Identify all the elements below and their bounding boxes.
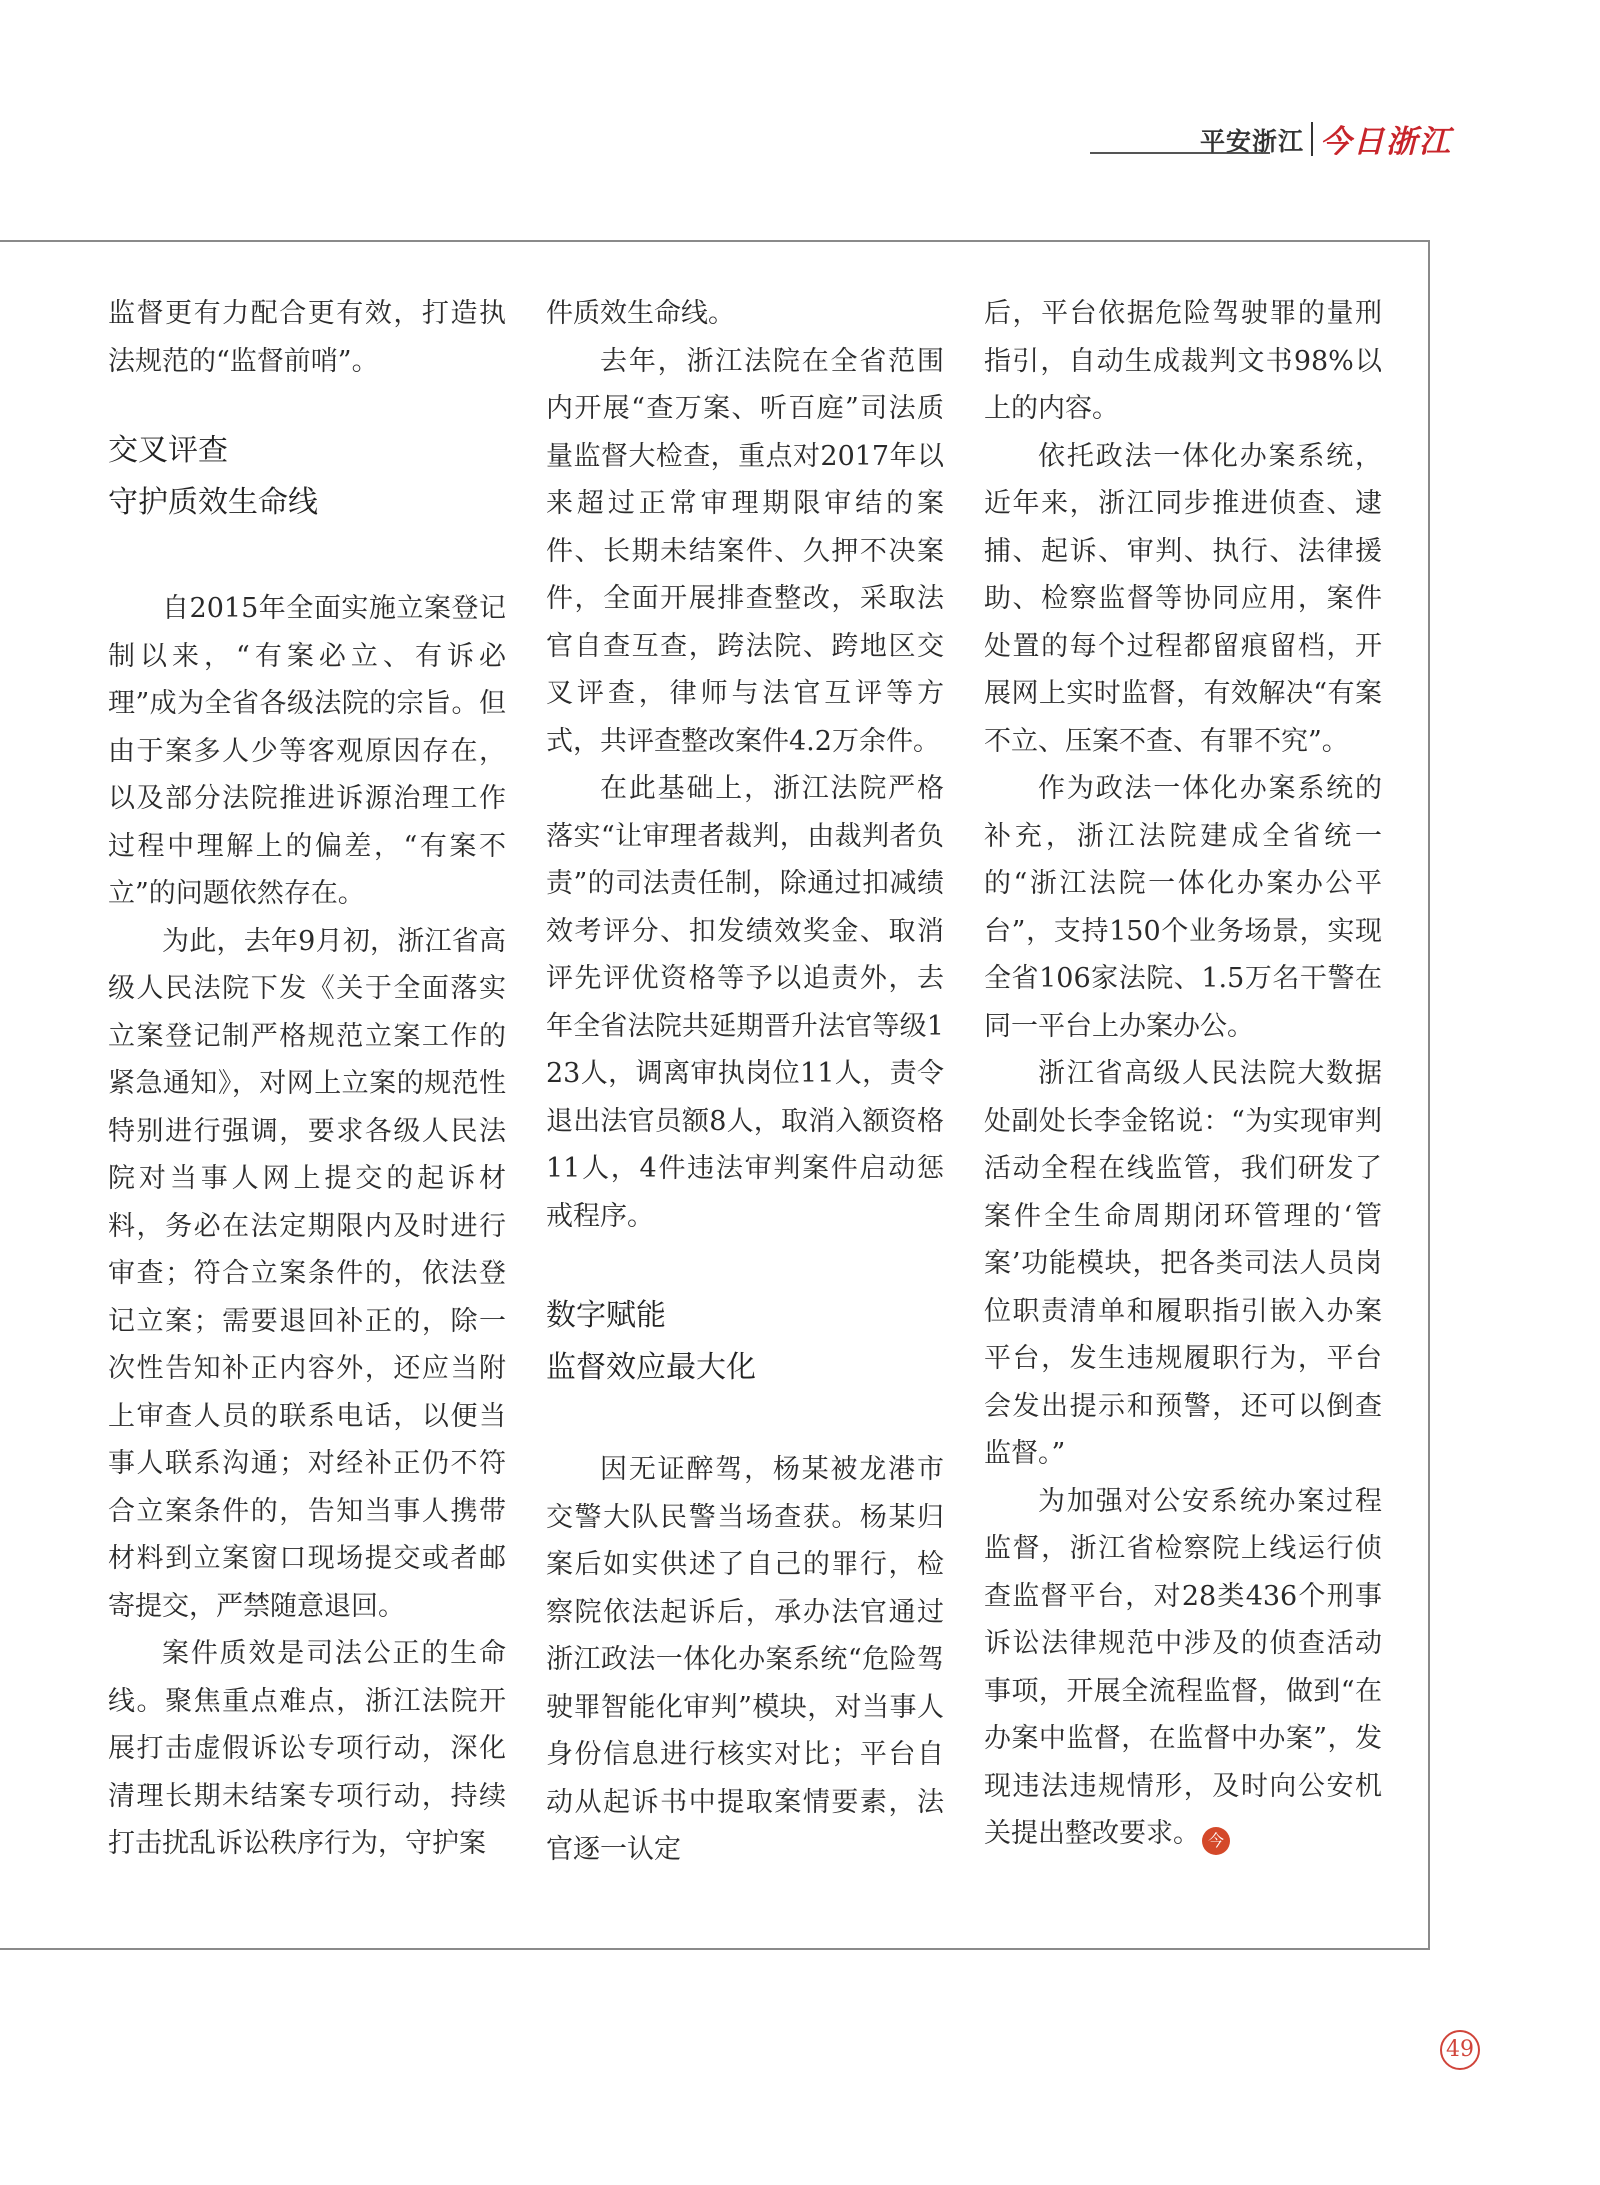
- article-column-2: [546, 290, 944, 1874]
- body-paragraph: [108, 290, 506, 385]
- magazine-logo: 今日浙江: [1320, 124, 1452, 160]
- paragraph-text: 作为政法一体化办案系统的补充，浙江法院建成全省统一的“浙江法院一体化办案办公平台”，支持150个业务场景，实现全省106家法院、1.5万名干警在同一平台上办案办公。: [984, 773, 1382, 1042]
- body-paragraph: [546, 338, 944, 766]
- paragraph-text: 为此，去年9月初，浙江省高级人民法院下发《关于全面落实立案登记制严格规范立案工作的紧急通知》，对网上立案的规范性特别进行强调，要求各级人民法院对当事人网上提交的起诉材料，务必在法定期限内及时进行审查；符合立案条件的，依法登记立案；需要退回补正的，除一次性告知补正内容外，还应当附上审查人员的联系电话，以便当事人联系沟通；对经补正仍不符合立案条件的，告知当事人携带材料到立案窗口现场提交或者邮寄提交，严禁随意退回。: [108, 925, 506, 1622]
- body-paragraph: [984, 1478, 1382, 1858]
- header-section-title: 平安浙江: [1200, 127, 1305, 156]
- header-divider: [1311, 122, 1313, 156]
- paragraph-text: 后，平台依据危险驾驶罪的量刑指引，自动生成裁判文书98%以上的内容。: [984, 298, 1382, 424]
- body-paragraph: [984, 765, 1382, 1050]
- body-paragraph: [546, 290, 944, 338]
- section-heading-line: 守护质效生命线: [108, 485, 318, 520]
- paragraph-text: 在此基础上，浙江法院严格落实“让审理者裁判，由裁判者负责”的司法责任制，除通过扣减绩效考评分、扣发绩效奖金、取消评先评优资格等予以追责外，去年全省法院共延期晋升法官等级123人，调离审执岗位11人，责令退出法官员额8人，取消入额资格11人，4件违法审判案件启动惩戒程序。: [546, 773, 944, 1232]
- paragraph-text: 自2015年全面实施立案登记制以来，“有案必立、有诉必理”成为全省各级法院的宗旨。但由于案多人少等客观原因存在，以及部分法院推进诉源治理工作过程中理解上的偏差，“有案不立”的问题依然存在。: [108, 593, 506, 909]
- article-column-1: [108, 290, 506, 1868]
- page-number: 49: [1440, 2030, 1480, 2070]
- article-end-icon: 今: [1202, 1827, 1230, 1855]
- body-paragraph: [984, 290, 1382, 433]
- section-heading-line: 交叉评查: [108, 433, 228, 468]
- section-heading-line: 监督效应最大化: [546, 1350, 756, 1385]
- body-paragraph: [546, 765, 944, 1240]
- paragraph-text: 件质效生命线。: [546, 298, 735, 329]
- paragraph-text: 案件质效是司法公正的生命线。聚焦重点难点，浙江法院开展打击虚假诉讼专项行动，深化清理长期未结案专项行动，持续打击扰乱诉讼秩序行为，守护案: [108, 1638, 506, 1859]
- body-paragraph: [108, 1630, 506, 1868]
- paragraph-text: 监督更有力配合更有效，打造执法规范的“监督前哨”。: [108, 298, 506, 377]
- body-paragraph: [984, 1050, 1382, 1478]
- body-paragraph: [108, 585, 506, 918]
- article-column-3: [984, 290, 1382, 1858]
- paragraph-text: 因无证醉驾，杨某被龙港市交警大队民警当场查获。杨某归案后如实供述了自己的罪行，检察院依法起诉后，承办法官通过浙江政法一体化办案系统“危险驾驶罪智能化审判”模块，对当事人身份信息进行核实对比；平台自动从起诉书中提取案情要素，法官逐一认定: [546, 1454, 944, 1865]
- body-paragraph: [546, 1446, 944, 1874]
- paragraph-text: 去年，浙江法院在全省范围内开展“查万案、听百庭”司法质量监督大检查，重点对2017年以来超过正常审理期限审结的案件、长期未结案件、久押不决案件，全面开展排查整改，采取法官自查互查，跨法院、跨地区交叉评查，律师与法官互评等方式，共评查整改案件4.2万余件。: [546, 345, 944, 757]
- section-heading: [546, 1290, 944, 1394]
- body-paragraph: [108, 918, 506, 1631]
- paragraph-text: 为加强对公安系统办案过程监督，浙江省检察院上线运行侦查监督平台，对28类436个刑事诉讼法律规范中涉及的侦查活动事项，开展全流程监督，做到“在办案中监督，在监督中办案”，发现违法违规情形，及时向公安机关提出整改要求。: [984, 1485, 1382, 1849]
- section-heading-line: 数字赋能: [546, 1298, 666, 1333]
- paragraph-text: 依托政法一体化办案系统，近年来，浙江同步推进侦查、逮捕、起诉、审判、执行、法律援助、检察监督等协同应用，案件处置的每个过程都留痕留档，开展网上实时监督，有效解决“有案不立、压案不查、有罪不究”。: [984, 440, 1382, 757]
- body-paragraph: [984, 433, 1382, 766]
- section-heading: [108, 425, 506, 529]
- paragraph-text: 浙江省高级人民法院大数据处副处长李金铭说：“为实现审判活动全程在线监管，我们研发了案件全生命周期闭环管理的‘管案’功能模块，把各类司法人员岗位职责清单和履职指引嵌入办案平台，发生违规履职行为，平台会发出提示和预警，还可以倒查监督。”: [984, 1058, 1382, 1469]
